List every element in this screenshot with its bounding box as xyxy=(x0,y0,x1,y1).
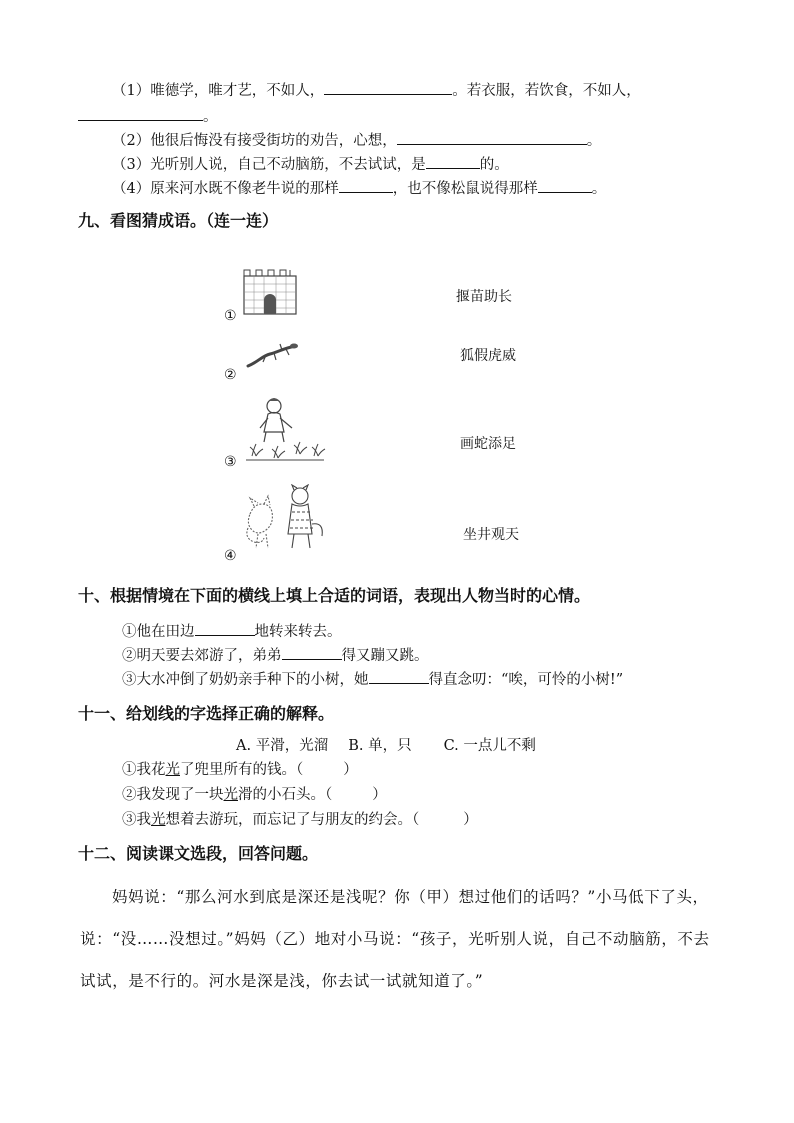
s10-3-b: 得直念叨：“唉，可怜的小树!” xyxy=(428,672,624,688)
idiom-option-2[interactable]: 狐假虎威 xyxy=(460,348,516,364)
answer-blank[interactable] xyxy=(195,621,255,636)
q4-text-b: ，也不像松鼠说得那样 xyxy=(392,181,538,197)
s11-1-c: ） xyxy=(343,762,358,778)
mood-line-1 xyxy=(122,621,342,642)
idiom-option-1[interactable]: 揠苗助长 xyxy=(456,289,512,305)
s11-2-c: ） xyxy=(372,787,387,803)
underlined-char: 光 xyxy=(223,787,238,803)
underlined-char: 光 xyxy=(151,812,166,828)
option-c: C. 一点儿不剩 xyxy=(443,738,536,754)
s11-3-b: 想着去游玩，而忘记了与朋友的约会。（ xyxy=(165,812,420,828)
fill-line-3 xyxy=(112,154,509,175)
s11-2-b: 滑的小石头。（ xyxy=(238,787,333,803)
fill-line-4 xyxy=(112,178,606,199)
q1-text-a: （1）唯德学，唯才艺，不如人， xyxy=(112,83,325,99)
idiom-option-4[interactable]: 坐井观天 xyxy=(463,527,519,543)
answer-blank[interactable] xyxy=(78,106,203,121)
section12-title: 十二、阅读课文选段，回答问题。 xyxy=(78,844,319,863)
section11-title: 十一、给划线的字选择正确的解释。 xyxy=(78,704,335,723)
fill-line-1-cont xyxy=(78,106,218,127)
s10-3-a: ③大水冲倒了奶奶亲手种下的小树，她 xyxy=(122,672,369,688)
answer-blank[interactable] xyxy=(339,178,393,193)
mood-line-2 xyxy=(122,645,429,666)
answer-blank[interactable] xyxy=(397,130,587,145)
underlined-char: 光 xyxy=(165,762,180,778)
answer-blank[interactable] xyxy=(324,80,452,95)
choice-line-2 xyxy=(122,785,387,805)
s11-1-a: ①我花 xyxy=(122,762,166,778)
answer-blank[interactable] xyxy=(369,669,429,684)
s10-1-b: 地转来转去。 xyxy=(254,624,342,640)
s11-3-a: ③我 xyxy=(122,812,151,828)
section10-title: 十、根据情境在下面的横线上填上合适的词语，表现出人物当时的心情。 xyxy=(78,586,591,605)
mood-line-3 xyxy=(122,669,623,690)
s10-1-a: ①他在田边 xyxy=(122,624,195,640)
q2-text-a: （2）他很后悔没有接受街坊的劝告，心想， xyxy=(112,133,397,149)
picture-number-4: ④ xyxy=(224,548,237,564)
woman-farming-picture[interactable] xyxy=(244,394,326,464)
picture-number-1: ① xyxy=(224,308,237,324)
q1-text-c: 。 xyxy=(203,109,218,125)
picture-number-3: ③ xyxy=(224,454,237,470)
q3-text-b: 的。 xyxy=(479,157,509,173)
q4-text-a: （4）原来河水既不像老牛说的那样 xyxy=(112,181,339,197)
s11-3-c: ） xyxy=(463,812,478,828)
option-a: A. 平滑，光溜 xyxy=(236,738,329,754)
great-wall-picture[interactable] xyxy=(240,266,300,316)
s10-2-a: ②明天要去郊游了，弟弟 xyxy=(122,648,282,664)
q1-text-b: 。若衣服，若饮食，不如人， xyxy=(452,83,641,99)
section9-title: 九、看图猜成语。（连一连） xyxy=(78,211,279,230)
idiom-option-3[interactable]: 画蛇添足 xyxy=(460,436,516,452)
fill-line-1 xyxy=(112,80,641,101)
s11-1-b: 了兜里所有的钱。（ xyxy=(180,762,304,778)
answer-blank[interactable] xyxy=(282,645,342,660)
q4-text-c: 。 xyxy=(591,181,607,197)
snake-with-legs-picture[interactable] xyxy=(244,340,300,370)
q3-text-a: （3）光听别人说，自己不动脑筋，不去试试，是 xyxy=(112,157,426,173)
reading-passage: 妈妈说：“那么河水到底是深还是浅呢？你（甲）想过他们的话吗？”小马低下了头，说：“没……没想过。”妈妈（乙）地对小马说：“孩子，光听别人说，自己不动脑筋，不去试试，是不行的。河水是深是浅，你去试一试就知道了。” xyxy=(80,888,710,990)
picture-number-2: ② xyxy=(224,367,237,383)
choice-line-1 xyxy=(122,760,358,780)
s11-2-a: ②我发现了一块 xyxy=(122,787,224,803)
s10-2-b: 得又蹦又跳。 xyxy=(341,648,429,664)
choice-line-3 xyxy=(122,810,478,830)
option-b: B. 单，只 xyxy=(348,738,412,754)
answer-blank[interactable] xyxy=(426,154,480,169)
fox-and-tiger-picture[interactable] xyxy=(244,484,328,554)
answer-blank[interactable] xyxy=(538,178,592,193)
definition-options xyxy=(236,736,536,756)
q2-text-b: 。 xyxy=(586,133,602,149)
fill-line-2 xyxy=(112,130,601,151)
